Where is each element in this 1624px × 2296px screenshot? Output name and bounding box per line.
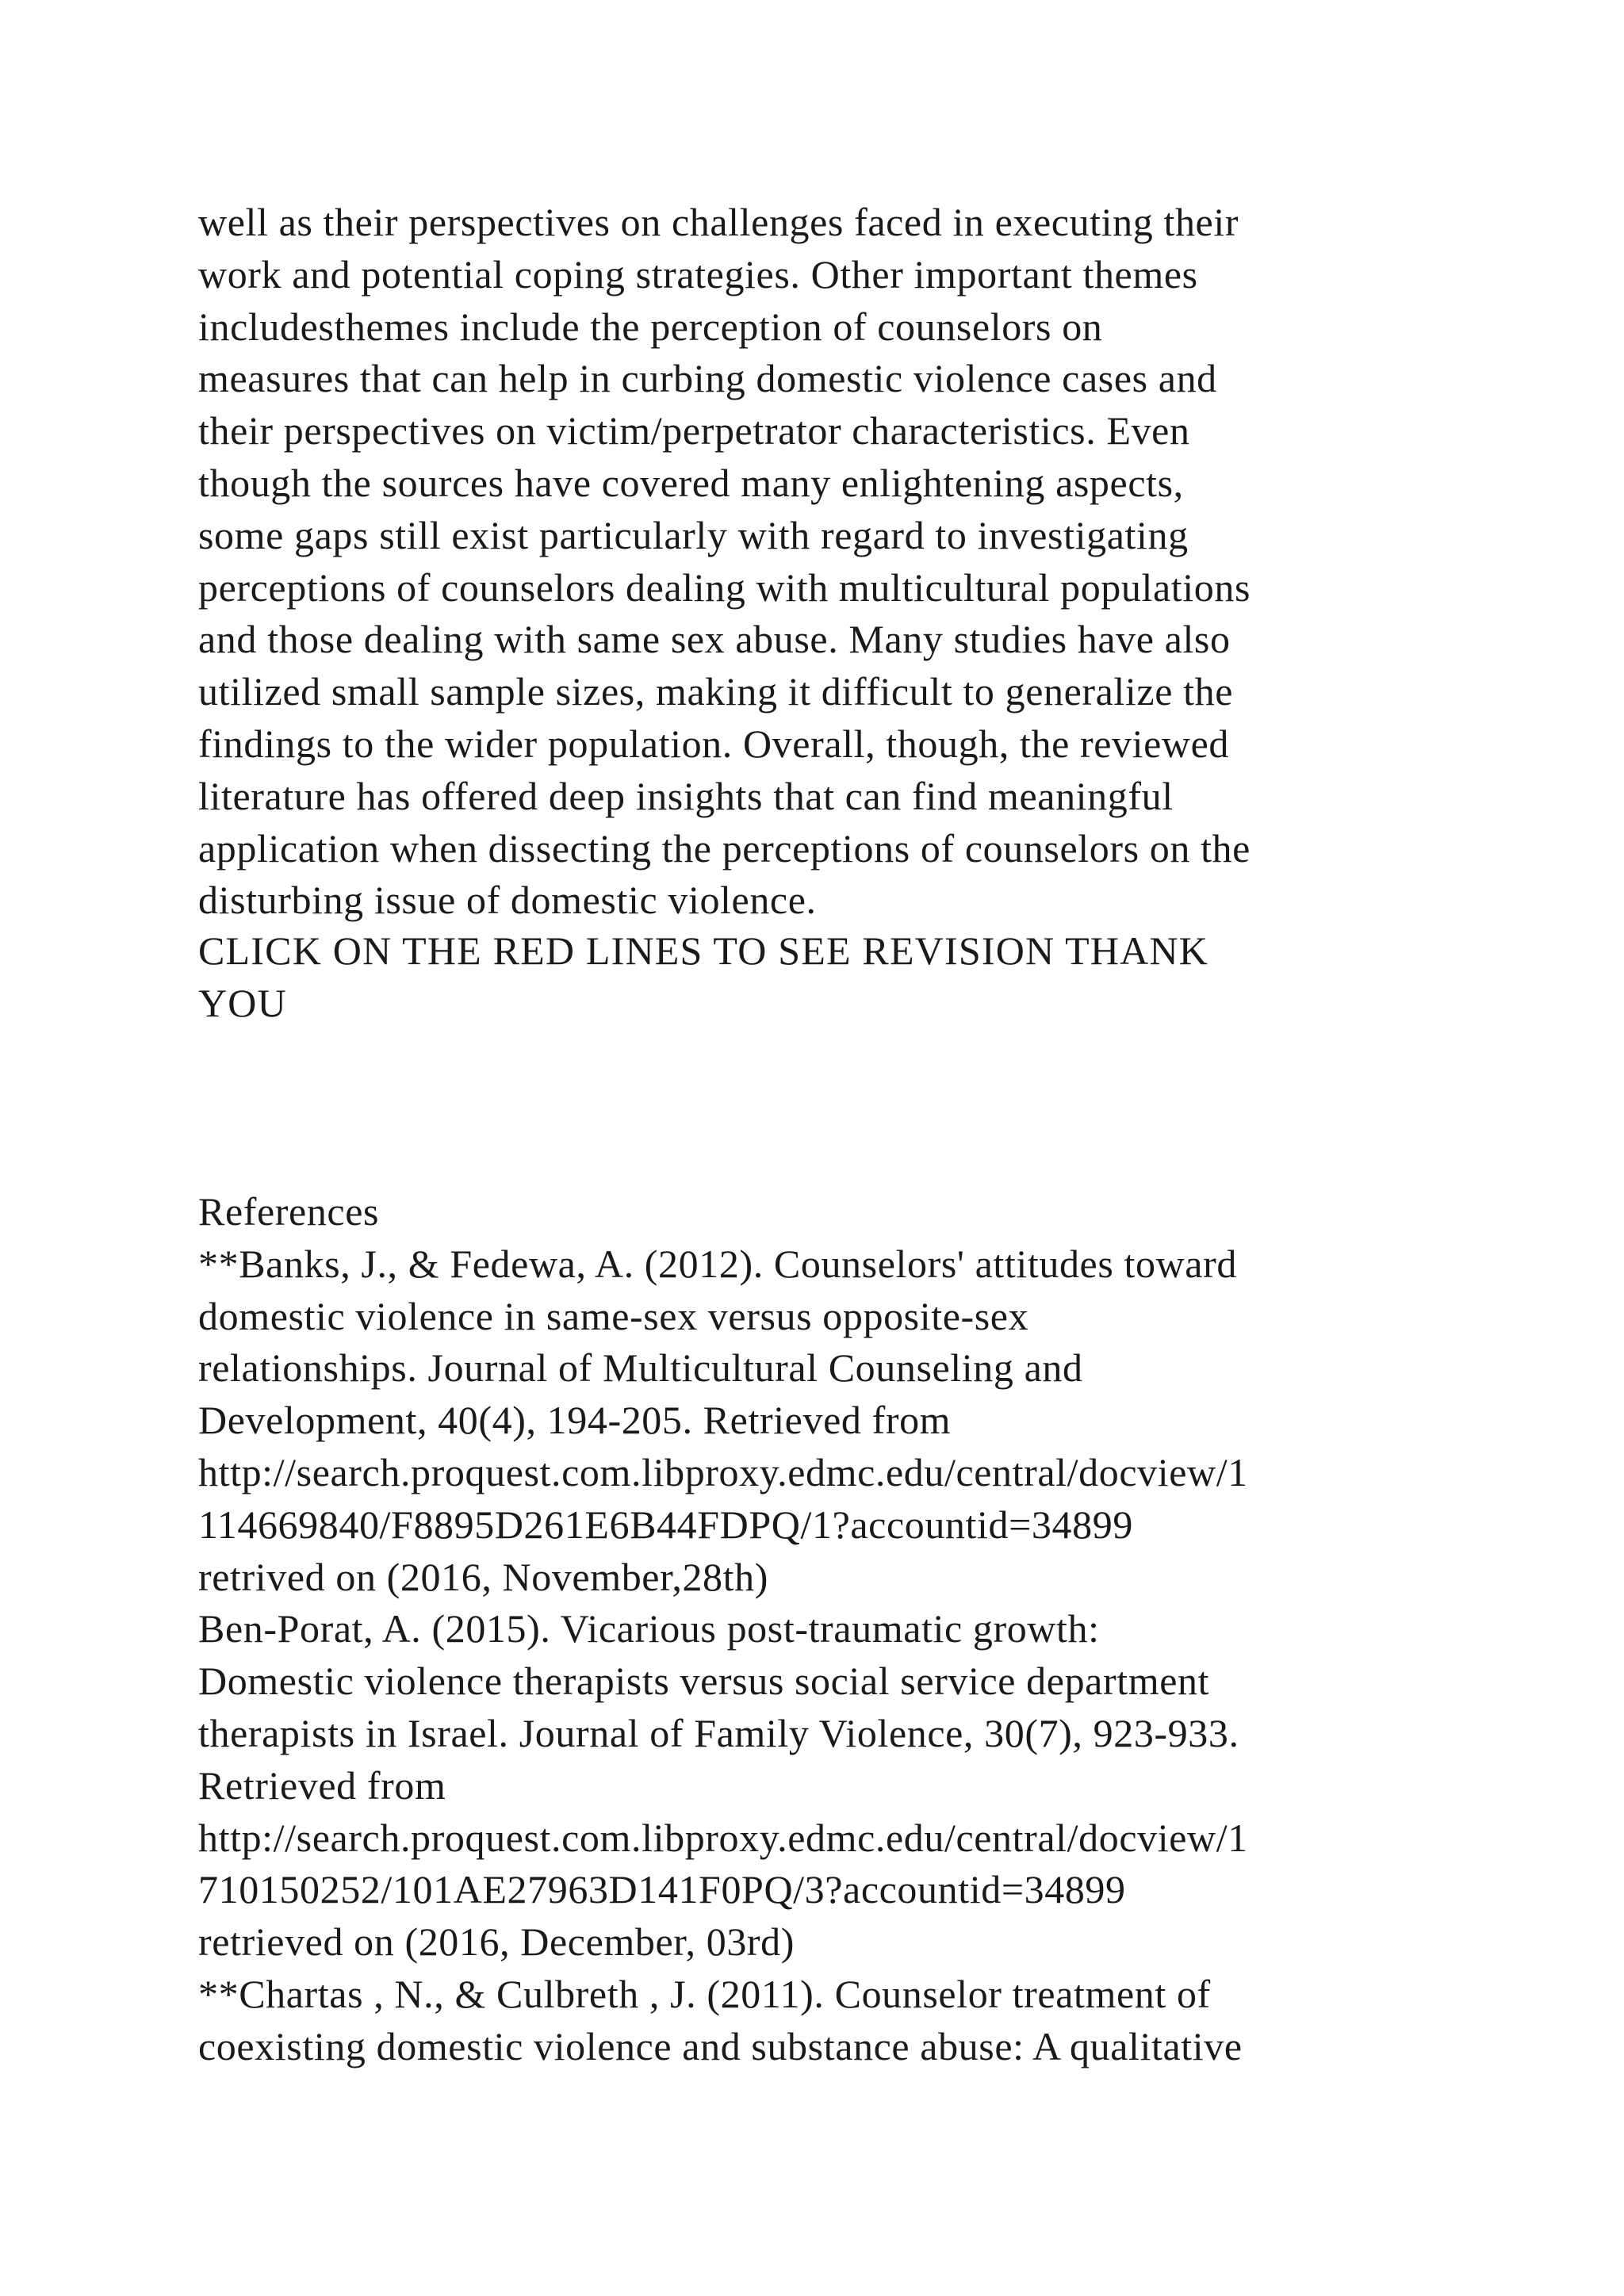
body-line: well as their perspectives on challenges faced in executing their xyxy=(198,200,1239,244)
reference-line: domestic violence in same-sex versus opposite-sex xyxy=(198,1293,1029,1338)
body-line: and those dealing with same sex abuse. Many studies have also xyxy=(198,617,1231,662)
reference-line: coexisting domestic violence and substance abuse: A qualitative xyxy=(198,2023,1243,2068)
body-line: their perspectives on victim/perpetrator characteristics. Even xyxy=(198,408,1190,453)
body-paragraph xyxy=(198,197,1499,927)
body-line: perceptions of counselors dealing with multicultural populations xyxy=(198,564,1251,610)
body-line: literature has offered deep insights that can find meaningful xyxy=(198,773,1174,818)
body-line: findings to the wider population. Overall, though, the reviewed xyxy=(198,721,1230,766)
reference-line: **Banks, J., & Fedewa, A. (2012). Counselors' attitudes toward xyxy=(198,1241,1237,1286)
reference-line: Domestic violence therapists versus social service department xyxy=(198,1659,1210,1704)
reference-line: relationships. Journal of Multicultural Counseling and xyxy=(198,1345,1083,1391)
revision-note xyxy=(198,925,1499,1030)
reference-line: retrived on (2016, November,28th) xyxy=(198,1554,768,1599)
body-line: though the sources have covered many enlightening aspects, xyxy=(198,460,1184,505)
reference-line: retrieved on (2016, December, 03rd) xyxy=(198,1919,795,1965)
body-line: utilized small sample sizes, making it difficult to generalize the xyxy=(198,669,1233,714)
body-line: application when dissecting the perceptions of counselors on the xyxy=(198,825,1251,871)
reference-line: Retrieved from xyxy=(198,1762,446,1808)
body-line: includesthemes include the perception of counselors on xyxy=(198,304,1103,349)
reference-line: therapists in Israel. Journal of Family Violence, 30(7), 923-933. xyxy=(198,1710,1239,1755)
revision-note-line: YOU xyxy=(198,980,287,1025)
references-section xyxy=(198,1186,1499,2073)
reference-url-line: 114669840/F8895D261E6B44FDPQ/1?accountid=34899 xyxy=(198,1502,1133,1547)
body-line: work and potential coping strategies. Other important themes xyxy=(198,251,1198,297)
body-line: measures that can help in curbing domestic violence cases and xyxy=(198,356,1217,401)
reference-url-line: 710150252/101AE27963D141F0PQ/3?accountid=34899 xyxy=(198,1867,1126,1912)
references-heading: References xyxy=(198,1189,380,1234)
reference-line: **Chartas , N., & Culbreth , J. (2011). Counselor treatment of xyxy=(198,1971,1211,2016)
body-line: some gaps still exist particularly with regard to investigating xyxy=(198,512,1189,557)
reference-line: Ben-Porat, A. (2015). Vicarious post-traumatic growth: xyxy=(198,1606,1100,1651)
reference-url-line: http://search.proquest.com.libproxy.edmc.edu/central/docview/1 xyxy=(198,1449,1248,1494)
reference-line: Development, 40(4), 194-205. Retrieved from xyxy=(198,1398,952,1443)
revision-note-line: CLICK ON THE RED LINES TO SEE REVISION THANK xyxy=(198,928,1209,973)
reference-url-line: http://search.proquest.com.libproxy.edmc.edu/central/docview/1 xyxy=(198,1815,1248,1860)
body-line: disturbing issue of domestic violence. xyxy=(198,878,817,923)
